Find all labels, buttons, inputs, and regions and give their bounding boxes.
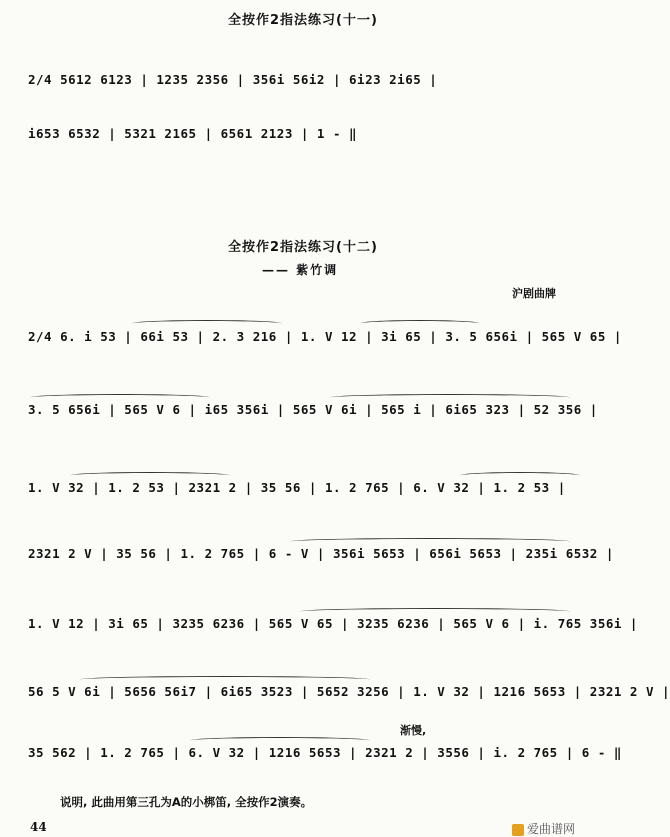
slur: [70, 472, 230, 479]
exercise-11-line-1: 2/4 5612 6123 | 1235 2356 | 356i 56i2 | 6i23 2i65 |: [28, 72, 438, 87]
exercise-12-line-7: 35 562 | 1. 2 765 | 6. V 32 | 1216 5653 | 2321 2 | 3556 | i. 2 765 | 6 - ‖: [28, 745, 622, 760]
slur: [300, 608, 570, 615]
exercise-11-line-2: i653 6532 | 5321 2165 | 6561 2123 | 1 - ‖: [28, 126, 358, 141]
page-number: 44: [30, 820, 47, 834]
tempo-mark: 渐慢,: [400, 724, 427, 737]
footer-note: 说明, 此曲用第三孔为A的小梆笛, 全按作2演奏。: [60, 795, 313, 809]
exercise-12-line-6: 56 5 V 6i | 5656 56i7 | 6i65 3523 | 5652 3256 | 1. V 32 | 1216 5653 | 2321 2 V |: [28, 684, 670, 699]
exercise-11-title: 全按作2指法练习(十一): [228, 13, 378, 28]
exercise-12-line-1: 2/4 6. i 53 | 66i 53 | 2. 3 216 | 1. V 12 | 3i 65 | 3. 5 656i | 565 V 65 |: [28, 329, 622, 344]
slur: [132, 320, 282, 327]
exercise-12-line-3: 1. V 32 | 1. 2 53 | 2321 2 | 35 56 | 1. 2 765 | 6. V 32 | 1. 2 53 |: [28, 480, 566, 495]
watermark: [512, 820, 575, 837]
exercise-12-line-2: 3. 5 656i | 565 V 6 | i65 356i | 565 V 6i | 565 i | 6i65 323 | 52 356 |: [28, 402, 598, 417]
slur: [190, 737, 370, 744]
exercise-12-line-5: 1. V 12 | 3i 65 | 3235 6236 | 565 V 65 | 3235 6236 | 565 V 6 | i. 765 356i |: [28, 616, 638, 631]
exercise-12-line-4: 2321 2 V | 35 56 | 1. 2 765 | 6 - V | 356i 5653 | 656i 5653 | 235i 6532 |: [28, 546, 614, 561]
slur: [30, 394, 210, 401]
slur: [80, 676, 370, 683]
exercise-12-subtitle: —— 紫竹调: [262, 263, 339, 277]
slur: [460, 472, 580, 479]
attribution: 沪剧曲牌: [512, 287, 556, 300]
watermark-logo-icon: [512, 824, 524, 836]
slur: [360, 320, 480, 327]
watermark-text: 爱曲谱网: [527, 822, 576, 836]
slur: [290, 538, 570, 545]
exercise-12-title: 全按作2指法练习(十二): [228, 240, 378, 255]
slur: [330, 394, 570, 401]
